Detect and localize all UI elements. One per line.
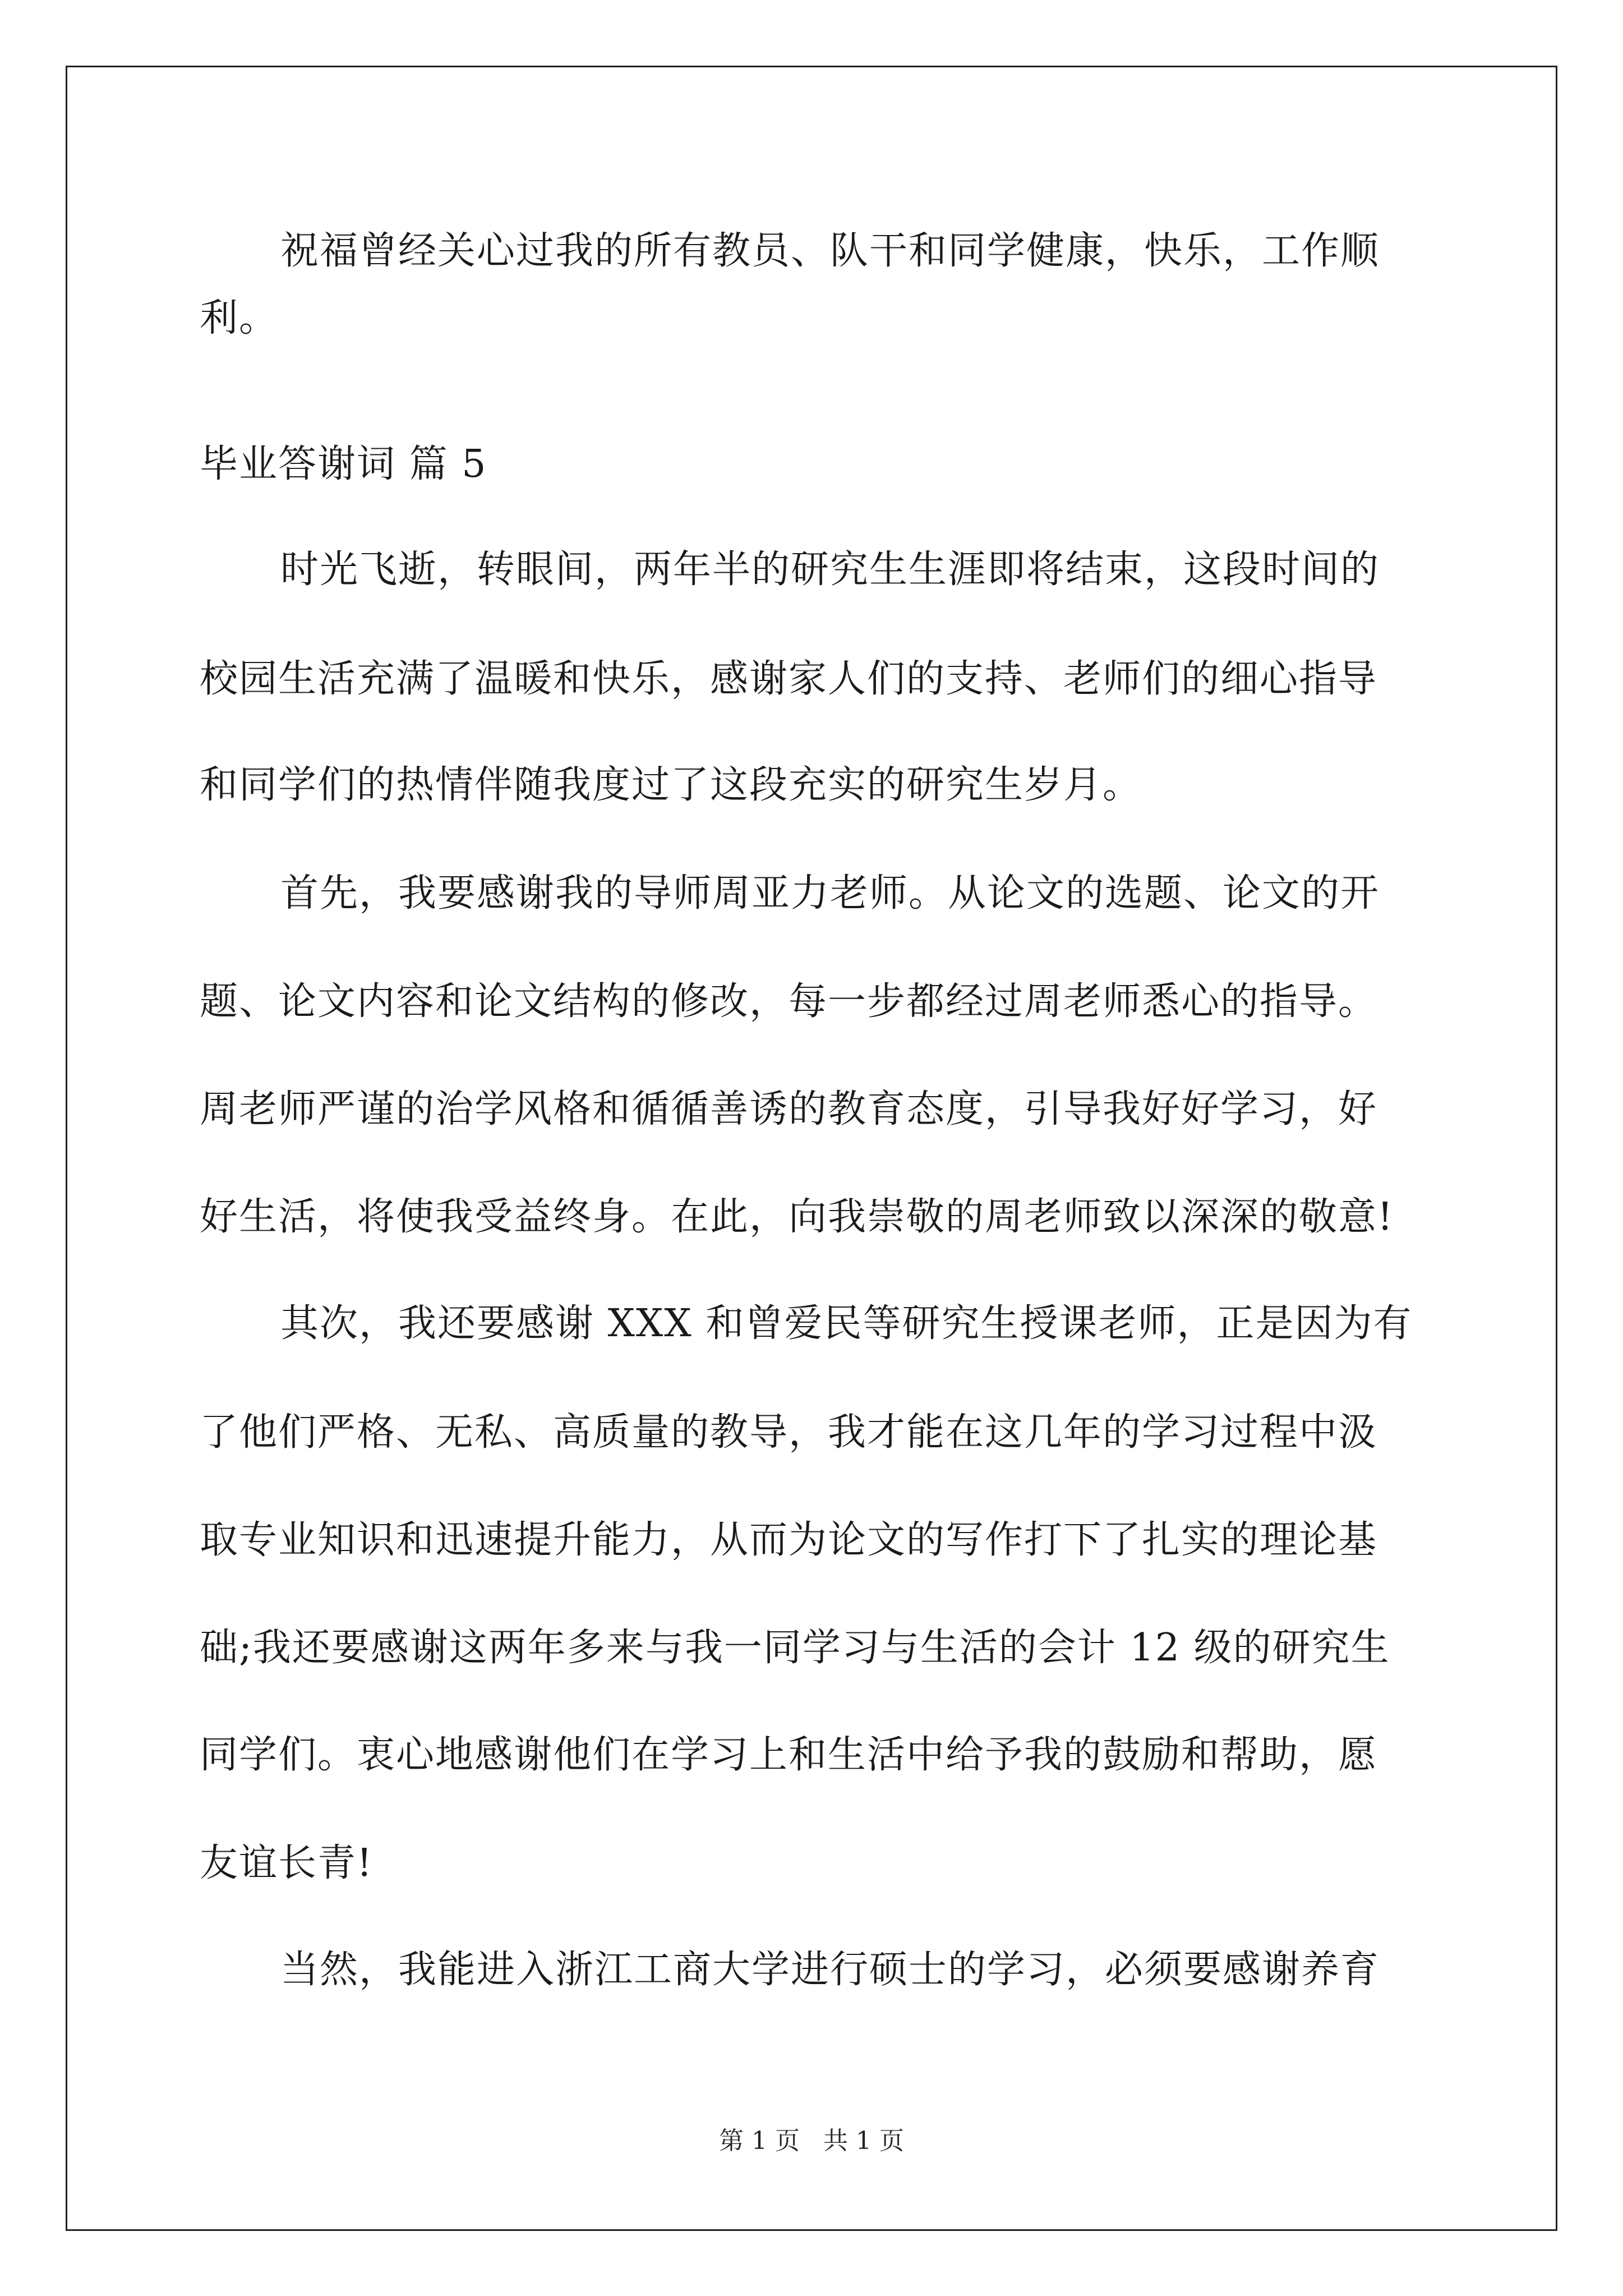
paragraph-line: 周老师严谨的治学风格和循循善诱的教育态度，引导我好好学习，好	[200, 1087, 1378, 1131]
paragraph-line: 祝福曾经关心过我的所有教员、队干和同学健康，快乐，工作顺	[280, 229, 1380, 273]
paragraph-line: 了他们严格、无私、高质量的教导，我才能在这几年的学习过程中汲	[200, 1410, 1378, 1455]
section-heading: 毕业答谢词 篇 5	[200, 442, 487, 486]
paragraph-line: 友谊长青!	[200, 1841, 374, 1885]
paragraph-line: 其次，我还要感谢 XXX 和曾爱民等研究生授课老师，正是因为有	[280, 1301, 1413, 1346]
paragraph-line: 础;我还要感谢这两年多来与我一同学习与生活的会计 12 级的研究生	[200, 1626, 1390, 1670]
page-number-footer: 第 1 页 共 1 页	[719, 2127, 904, 2155]
paragraph-line: 同学们。衷心地感谢他们在学习上和生活中给予我的鼓励和帮助，愿	[200, 1733, 1378, 1777]
paragraph-line: 利。	[200, 296, 279, 341]
paragraph-line: 题、论文内容和论文结构的修改，每一步都经过周老师悉心的指导。	[200, 979, 1378, 1024]
paragraph-line: 首先，我要感谢我的导师周亚力老师。从论文的选题、论文的开	[280, 871, 1380, 915]
paragraph-line: 时光飞逝，转眼间，两年半的研究生生涯即将结束，这段时间的	[280, 547, 1380, 592]
paragraph-line: 和同学们的热情伴随我度过了这段充实的研究生岁月。	[200, 763, 1142, 807]
paragraph-line: 当然，我能进入浙江工商大学进行硕士的学习，必须要感谢养育	[280, 1948, 1380, 1992]
paragraph-line: 好生活，将使我受益终身。在此，向我崇敬的周老师致以深深的敬意!	[200, 1195, 1394, 1239]
paragraph-line: 取专业知识和迅速提升能力，从而为论文的写作打下了扎实的理论基	[200, 1518, 1378, 1562]
paragraph-line: 校园生活充满了温暖和快乐，感谢家人们的支持、老师们的细心指导	[200, 657, 1378, 701]
page-border	[66, 66, 1557, 2231]
